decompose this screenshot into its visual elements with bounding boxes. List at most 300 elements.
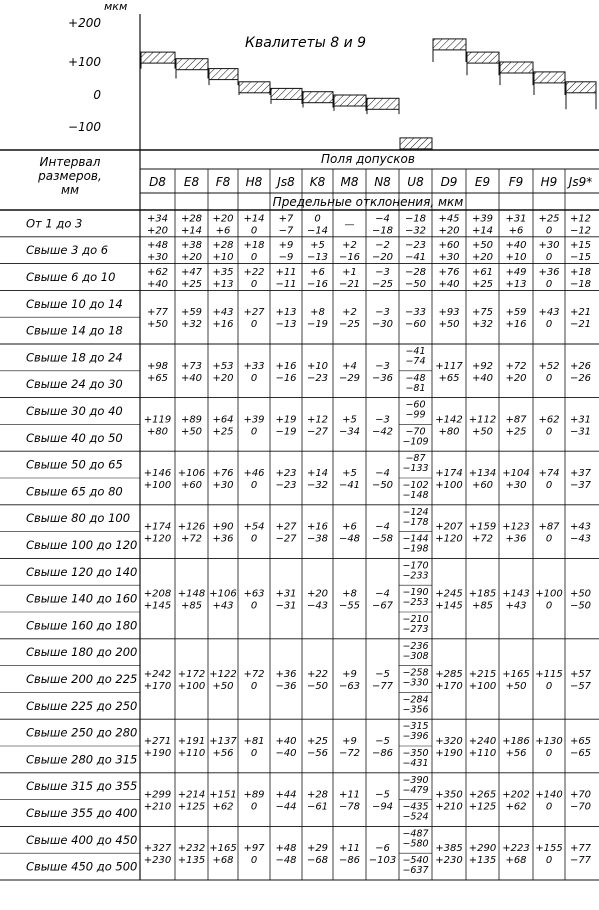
cell-lower: +25	[212, 426, 234, 438]
cell-upper: +81	[243, 736, 265, 747]
cell-upper: +77	[146, 307, 169, 319]
cell-upper: +87	[538, 521, 560, 533]
cell-lower: 0	[250, 426, 258, 438]
cell-lower: +20	[505, 372, 527, 384]
cell-lower: +190	[435, 748, 463, 759]
cell-lower: +65	[146, 372, 169, 384]
cell-lower: +65	[438, 372, 460, 384]
cell-upper: +50	[569, 588, 592, 600]
cell-lower: −50	[569, 600, 592, 612]
cell-lower: +210	[435, 801, 463, 813]
cell-lower: +100	[177, 681, 206, 692]
cell-upper: +19	[275, 414, 297, 426]
row-label: Свыше 250 до 280	[26, 725, 138, 740]
cell-lower: −94	[371, 801, 394, 813]
cell-upper: +43	[538, 307, 560, 319]
cell-upper: −48	[405, 372, 426, 384]
cell-upper: +92	[471, 360, 494, 372]
cell-lower: −133	[402, 463, 429, 475]
cell-upper: +5	[342, 414, 357, 426]
cell-lower: −21	[338, 279, 361, 290]
cell-upper: +186	[502, 736, 530, 747]
cell-lower: −11	[275, 279, 297, 290]
cell-lower: 0	[545, 748, 553, 759]
cell-upper: −5	[375, 736, 390, 747]
cell-upper: +37	[569, 468, 592, 479]
cell-lower: −273	[402, 624, 429, 635]
cell-upper: +148	[177, 588, 206, 600]
column-header-D9: D9	[440, 175, 458, 189]
cell-upper: +63	[243, 588, 265, 600]
cell-upper: −3	[375, 360, 390, 372]
cell-upper: +6	[310, 267, 325, 278]
cell-lower: +85	[180, 600, 203, 612]
cell-lower: −19	[306, 319, 329, 331]
row-label: Свыше 24 до 30	[26, 377, 123, 392]
cell-lower: +40	[180, 372, 203, 384]
column-header-F9: F9	[508, 175, 524, 189]
cell-lower: −29	[338, 372, 361, 384]
cell-upper: +11	[275, 267, 297, 278]
cell-lower: −30	[371, 319, 394, 331]
row-label: Свыше 3 до 6	[26, 243, 109, 258]
cell-upper: +208	[143, 588, 172, 600]
cell-lower: −356	[402, 704, 429, 716]
cell-upper: +165	[502, 669, 530, 680]
cell-lower: −86	[338, 855, 361, 867]
cell-upper: +75	[471, 307, 494, 319]
column-header-E9: E9	[474, 175, 491, 189]
row-label: Свыше 65 до 80	[26, 484, 123, 499]
row-label: Свыше 100 до 120	[26, 538, 138, 552]
cell-upper: −2	[375, 240, 390, 252]
row-label: Свыше 50 до 65	[26, 457, 123, 472]
cell-lower: +50	[146, 319, 169, 331]
cell-upper: −487	[402, 828, 429, 840]
cell-upper: +2	[342, 307, 357, 319]
cell-lower: +60	[471, 480, 494, 491]
cell-upper: −236	[402, 640, 429, 652]
cell-lower: −308	[402, 650, 429, 662]
cell-lower: −148	[402, 490, 429, 501]
cell-upper: +33	[243, 360, 265, 372]
cell-lower: −50	[371, 480, 394, 491]
cell-upper: −390	[402, 774, 429, 786]
cell-upper: +31	[569, 414, 592, 426]
cell-upper: +70	[569, 789, 592, 801]
cell-upper: +72	[505, 360, 527, 372]
cell-lower: +50	[438, 319, 460, 331]
cell-lower: +14	[180, 225, 203, 237]
column-header-E8: E8	[183, 175, 200, 189]
cell-upper: +34	[146, 213, 169, 225]
cell-upper: +13	[275, 307, 297, 319]
cell-upper: +62	[146, 267, 169, 278]
cell-upper: −5	[375, 789, 390, 801]
cell-lower: −27	[306, 426, 329, 438]
cell-lower: −16	[306, 279, 329, 290]
cell-upper: +27	[275, 521, 297, 533]
cell-upper: +25	[538, 213, 560, 225]
cell-upper: +290	[468, 843, 497, 855]
cell-upper: +207	[435, 521, 463, 533]
cell-upper: +16	[275, 360, 297, 372]
cell-upper: +61	[471, 267, 494, 278]
cell-upper: −540	[402, 855, 429, 867]
cell-upper: +165	[209, 843, 237, 855]
row-label: Свыше 280 до 315	[26, 752, 138, 767]
cell-upper: +245	[435, 588, 463, 600]
column-header-H8: H8	[245, 175, 263, 189]
cell-lower: 0	[250, 279, 258, 290]
cell-upper: +191	[177, 736, 206, 747]
cell-lower: +125	[177, 801, 206, 813]
cell-lower: −78	[338, 801, 361, 813]
cell-lower: +16	[505, 319, 527, 331]
column-header-H9: H9	[540, 175, 558, 189]
cell-lower: +30	[505, 480, 527, 491]
cell-upper: +29	[306, 843, 329, 855]
cell-upper: +8	[342, 588, 357, 600]
cell-lower: +13	[212, 279, 234, 290]
cell-upper: +151	[209, 789, 237, 801]
cell-upper: +57	[569, 669, 592, 680]
cell-upper: −4	[375, 213, 390, 225]
row-label: Свыше 400 до 450	[26, 832, 138, 847]
cell-lower: 0	[250, 252, 258, 264]
row-label: Свыше 160 до 180	[26, 618, 138, 633]
cell-upper: +8	[310, 307, 325, 319]
cell-lower: −637	[402, 865, 429, 877]
cell-upper: +123	[502, 521, 530, 533]
cell-lower: 0	[250, 600, 258, 612]
cell-lower: +30	[146, 252, 169, 264]
cell-upper: +52	[538, 360, 560, 372]
cell-upper: +73	[180, 360, 203, 372]
cell-lower: 0	[250, 533, 258, 545]
y-unit: мкм	[104, 0, 128, 13]
cell-lower: 0	[250, 225, 258, 237]
cell-upper: +9	[342, 669, 357, 680]
cell-upper: −284	[402, 694, 429, 706]
cell-upper: +11	[338, 843, 361, 855]
cell-upper: +172	[177, 669, 206, 680]
cell-upper: +1	[342, 267, 357, 278]
cell-upper: +36	[275, 669, 297, 680]
cell-lower: −580	[402, 838, 429, 850]
cell-upper: +14	[243, 213, 265, 225]
cell-lower: −178	[402, 516, 429, 528]
cell-lower: +68	[212, 855, 234, 867]
cell-lower: +72	[180, 533, 203, 545]
cell-upper: −23	[404, 240, 427, 252]
cell-lower: −109	[402, 436, 429, 448]
row-label: Свыше 40 до 50	[26, 430, 123, 445]
cell-lower: +80	[146, 426, 169, 438]
cell-upper: +28	[212, 240, 234, 252]
cell-lower: 0	[250, 372, 258, 384]
cell-upper: +31	[275, 588, 297, 600]
cell-upper: +31	[505, 213, 527, 225]
cell-lower: −41	[404, 252, 427, 264]
cell-lower: −13	[306, 252, 329, 264]
cell-lower: +120	[435, 533, 463, 545]
cell-lower: +43	[505, 600, 527, 612]
cell-upper: +350	[435, 789, 463, 801]
cell-upper: +36	[538, 267, 560, 278]
cell-lower: −43	[569, 533, 592, 545]
cell-upper: +62	[538, 414, 560, 426]
header-interval: Интервал	[39, 155, 101, 169]
cell-upper: +159	[468, 521, 497, 533]
cell-upper: +223	[502, 843, 530, 855]
cell-upper: −4	[375, 588, 390, 600]
cell-upper: +106	[209, 588, 237, 600]
cell-lower: +20	[212, 372, 234, 384]
header-limits: Предельные отклонения, мкм	[272, 195, 464, 209]
cell-lower: −9	[278, 252, 294, 264]
cell-upper: +112	[468, 414, 497, 426]
cell-upper: +327	[143, 843, 172, 855]
cell-upper: −6	[375, 843, 390, 855]
cell-lower: 0	[545, 600, 553, 612]
cell-lower: −77	[569, 855, 592, 867]
cell-upper: +76	[212, 468, 234, 479]
cell-upper: +28	[180, 213, 203, 225]
cell-upper: +20	[212, 213, 234, 225]
cell-upper: +45	[438, 213, 460, 225]
cell-upper: +76	[438, 267, 460, 278]
header-interval: размеров,	[38, 169, 102, 183]
column-header-D8: D8	[149, 175, 166, 189]
cell-lower: −43	[306, 600, 329, 612]
cell-upper: +48	[146, 240, 169, 252]
cell-lower: +170	[435, 681, 463, 692]
cell-upper: +15	[569, 240, 592, 252]
cell-lower: +80	[438, 426, 460, 438]
cell-upper: −70	[405, 426, 426, 438]
cell-upper: +12	[569, 213, 592, 225]
cell-upper: −4	[375, 521, 390, 533]
cell-upper: −3	[375, 267, 390, 278]
cell-lower: 0	[250, 855, 258, 867]
cell-lower: −40	[275, 748, 297, 759]
cell-lower: −67	[371, 600, 394, 612]
cell-lower: 0	[545, 252, 553, 264]
cell-lower: +135	[177, 855, 206, 867]
cell-upper: +9	[342, 736, 357, 747]
cell-lower: −36	[371, 372, 394, 384]
cell-upper: +265	[468, 789, 497, 801]
cell-upper: +59	[180, 307, 203, 319]
cell-lower: +40	[146, 279, 169, 290]
cell-lower: 0	[545, 681, 553, 692]
cell-lower: −38	[306, 533, 329, 545]
cell-lower: +210	[143, 801, 172, 813]
cell-lower: +20	[180, 252, 203, 264]
cell-upper: +21	[569, 307, 592, 319]
cell-upper: +104	[502, 468, 530, 479]
row-label: От 1 до 3	[26, 216, 83, 231]
cell-lower: 0	[545, 319, 553, 331]
cell-upper: −3	[375, 414, 390, 426]
cell-lower: −37	[569, 480, 592, 491]
row-label: Свыше 14 до 18	[26, 323, 123, 338]
column-header-F8: F8	[215, 175, 231, 189]
row-label: Свыше 225 до 250	[26, 698, 138, 713]
cell-lower: +68	[505, 855, 527, 867]
row-label: Свыше 30 до 40	[26, 404, 123, 418]
cell-upper: +74	[538, 468, 560, 479]
cell-lower: 0	[250, 681, 258, 692]
cell-upper: +87	[505, 414, 527, 426]
cell-lower: +36	[212, 533, 234, 545]
cell-upper: +30	[538, 240, 560, 252]
cell-lower: −12	[569, 225, 592, 237]
cell-lower: −57	[569, 681, 592, 692]
cell-lower: +62	[212, 801, 234, 813]
cell-lower: −25	[338, 319, 361, 331]
cell-lower: +43	[212, 600, 234, 612]
cell-upper: +44	[275, 789, 297, 801]
cell-lower: +16	[212, 319, 234, 331]
row-label: Свыше 6 до 10	[26, 270, 116, 284]
cell-upper: +140	[535, 789, 563, 801]
cell-upper: +47	[180, 267, 203, 278]
cell-upper: +11	[338, 789, 361, 801]
cell-upper: +28	[306, 789, 329, 801]
cell-lower: −70	[569, 801, 592, 813]
cell-upper: −3	[375, 307, 390, 319]
cell-upper: +22	[306, 669, 329, 680]
cell-lower: −99	[405, 409, 426, 421]
cell-lower: +56	[505, 748, 527, 759]
cell-lower: +6	[215, 225, 231, 237]
cell-lower: −48	[338, 533, 361, 545]
cell-lower: −7	[278, 225, 294, 237]
cell-upper: +16	[306, 521, 329, 533]
cell-lower: −253	[402, 597, 429, 609]
cell-lower: +110	[468, 748, 497, 759]
cell-upper: +50	[471, 240, 494, 252]
cell-upper: −60	[405, 399, 426, 411]
cell-upper: +72	[243, 669, 265, 680]
cell-lower: −18	[371, 225, 394, 237]
cell-lower: −77	[371, 681, 394, 692]
cell-upper: +214	[177, 789, 206, 801]
cell-lower: 0	[250, 480, 258, 491]
cell-upper: −435	[402, 801, 429, 813]
cell-lower: +135	[468, 855, 497, 867]
cell-lower: +40	[438, 279, 460, 290]
cell-upper: +240	[468, 736, 497, 747]
cell-lower: −23	[275, 480, 297, 491]
row-label: Свыше 10 до 14	[26, 296, 123, 311]
cell-upper: +271	[143, 736, 172, 747]
cell-lower: 0	[250, 748, 258, 759]
cell-upper: +93	[438, 307, 460, 319]
cell-lower: +145	[435, 600, 463, 612]
cell-upper: +48	[275, 843, 297, 855]
cell-upper: −315	[402, 721, 429, 733]
header-interval: мм	[60, 183, 80, 197]
cell-upper: +4	[342, 360, 357, 372]
cell-lower: +230	[143, 855, 172, 867]
cell-upper: +39	[243, 414, 265, 426]
cell-lower: +10	[212, 252, 234, 264]
cell-upper: +77	[569, 843, 592, 855]
cell-lower: +30	[212, 480, 234, 491]
cell-upper: −102	[402, 480, 429, 491]
cell-lower: 0	[545, 533, 553, 545]
cell-lower: +50	[471, 426, 494, 438]
cell-upper: +185	[468, 588, 497, 600]
cell-upper: +385	[435, 843, 463, 855]
cell-upper: −87	[405, 453, 426, 465]
cell-lower: +100	[143, 480, 172, 491]
cell-lower: +60	[180, 480, 203, 491]
cell-lower: −63	[338, 681, 361, 692]
cell-upper: −41	[405, 346, 426, 357]
cell-lower: −32	[306, 480, 329, 491]
cell-upper: −18	[404, 213, 427, 225]
cell-upper: +146	[143, 468, 172, 479]
cell-lower: −198	[402, 543, 429, 555]
cell-upper: +90	[212, 521, 234, 533]
cell-lower: −31	[275, 600, 297, 612]
cell-lower: −42	[371, 426, 394, 438]
cell-upper: +232	[177, 843, 206, 855]
cell-lower: +30	[438, 252, 460, 264]
cell-upper: +130	[535, 736, 563, 747]
cell-lower: −41	[338, 480, 361, 491]
cell-lower: +230	[435, 855, 463, 867]
cell-upper: +115	[535, 669, 563, 680]
cell-upper: +299	[143, 789, 172, 801]
cell-lower: −396	[402, 731, 429, 743]
cell-lower: −50	[306, 681, 329, 692]
cell-lower: −31	[569, 426, 592, 438]
cell-upper: +40	[505, 240, 527, 252]
cell-lower: +25	[471, 279, 494, 290]
cell-upper: +10	[306, 360, 329, 372]
cell-lower: −34	[338, 426, 361, 438]
cell-upper: +35	[212, 267, 234, 278]
cell-value: —	[344, 219, 355, 231]
cell-upper: +26	[569, 360, 592, 372]
header-fields: Поля допусков	[321, 152, 415, 166]
cell-upper: +7	[278, 213, 294, 225]
cell-upper: −124	[402, 506, 429, 518]
cell-lower: +32	[471, 319, 494, 331]
cell-upper: −190	[402, 587, 429, 599]
cell-lower: +56	[212, 748, 234, 759]
cell-upper: +242	[143, 669, 172, 680]
cell-upper: +202	[502, 789, 530, 801]
cell-upper: +46	[243, 468, 265, 479]
cell-lower: 0	[545, 480, 553, 491]
cell-upper: +97	[243, 843, 265, 855]
cell-lower: −81	[405, 382, 426, 394]
cell-lower: −14	[306, 225, 329, 237]
cell-lower: −13	[275, 319, 297, 331]
cell-lower: −44	[275, 801, 297, 813]
cell-lower: −15	[569, 252, 592, 264]
cell-lower: −431	[402, 758, 429, 769]
cell-lower: 0	[545, 426, 553, 438]
cell-lower: 0	[545, 372, 553, 384]
cell-lower: −16	[275, 372, 297, 384]
